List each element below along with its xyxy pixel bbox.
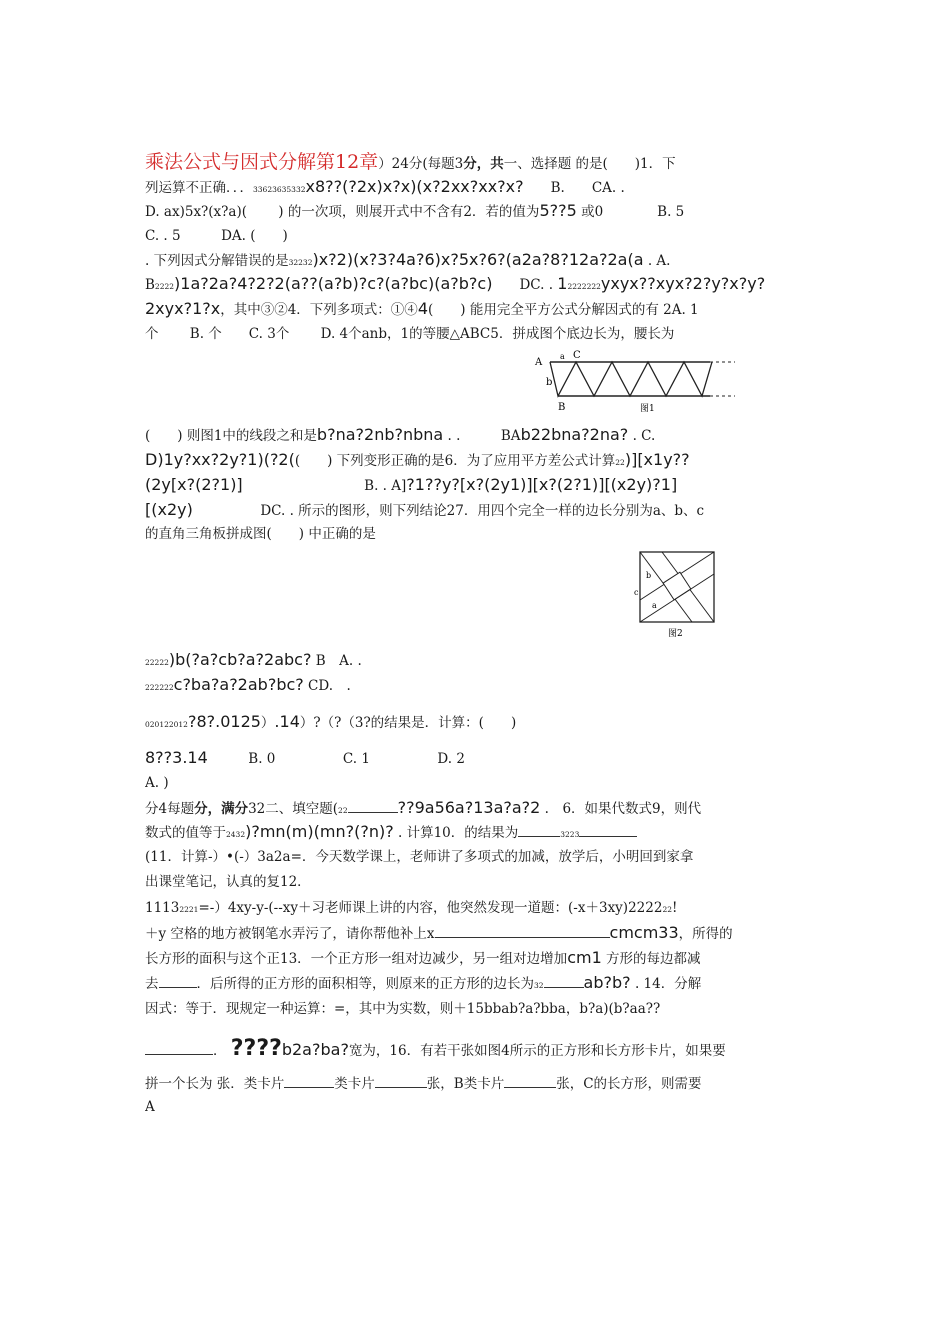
line-5: B2222)1a?2a?4?2?2(a??(a?b)?c?(a?bc)(a?b?c) DC. . 12222222yxyx??xyx?2?y?x?y? [145,274,766,293]
fill-blank[interactable] [145,1040,213,1055]
fill-blank[interactable] [284,1073,334,1088]
fill-blank[interactable] [579,822,637,837]
figure-2-square [632,548,722,640]
fill-blank[interactable] [159,973,197,988]
line-14: 222222c?ba?a?2ab?bc? CD. . [145,675,351,694]
fig1-label-a: a [560,352,565,361]
line-10: (2y[x?(2?1)] B. . A]?1??y?[x?(2y1)][x?(2?1)][(x2y)?1] [145,475,678,494]
fig1-label-c: C [573,350,581,361]
line-26: 因式：等于．现规定一种运算：=，其中为实数，则＋15bbab?a?bba，b?a)(b?aa?? [145,1001,661,1017]
line-17: A. ) [145,775,169,791]
line-19: 数式的值等于2432)?mn(m)(mn?(?n)? . 计算10．的结果为 3223 [145,822,805,845]
line-15: 020122012?8?.0125）.14）?（?（3?的结果是．计算：( ) [145,712,517,731]
line-11: [(x2y) DC. . 所示的图形，则下列结论27．用四个完全一样的边长分别为a、b、c [145,500,705,519]
line-13: 22222)b(?a?cb?a?2abc? B A. . [145,650,362,669]
line-8: ( ) 则图1中的线段之和是b?na?2nb?nbna . . BAb22bna?2na? . C. [145,425,656,444]
fig2-label-a: a [652,601,657,610]
line-7: 个 B. 个 C. 3个 D. 4个anb，1的等腰△ABC5．拼成图个底边长为，腰长为 [145,326,675,342]
line-16: 8??3.14 B. 0 C. 1 D. 2 [145,748,465,767]
fill-blank[interactable] [435,923,610,938]
line-27: ． ????b2a?ba?宽为，16．有若干张如图4所示的正方形和长方形卡片，如果要 [145,1035,805,1065]
fig2-caption: 图2 [668,629,683,639]
line-28: 拼一个长为 张．类卡片 类卡片 张，B类卡片 张，C的长方形，则需要 [145,1073,805,1094]
line-20: (11．计算-）•(-）3a2a=．今天数学课上，老师讲了多项式的加减，放学后，小明回到家拿 [145,849,694,865]
figure-1-zigzag [530,348,740,416]
line-18: 分4每题分，满分32二、填空题(22 ??9a56a?13a?a?2 . 6．如果代数式9，则代 [145,798,702,817]
fig1-label-a-point: A [535,357,543,368]
line-24: 长方形的面积与这个正13．一个正方形一组对边减少，另一组对边增加cm1 方形的每边都减 [145,948,701,967]
line-29: A [145,1099,155,1115]
doc-title: 乘法公式与因式分解第12章 [145,152,379,173]
line-0: 乘法公式与因式分解第12章）24分(每题3分，共一、选择题 的是( )1．下 [145,152,676,173]
line-21: 出课堂笔记，认真的复12． [145,874,311,890]
line-4: . 下列因式分解错误的是32232)x?2)(x?3?4a?6)x?5x?6?(a2a?8?12a?2a(a . A. [145,250,671,269]
fill-blank[interactable] [375,1073,427,1088]
line-23: ＋y 空格的地方被钢笔水弄污了，请你帮他补上x cmcm33，所得的 [145,923,733,942]
fig1-label-b: b [546,377,553,388]
line-22: 11132221=-）4xy-y-(--xy＋习老师课上讲的内容，他突然发现一道题：(-x＋3xy)222222! [145,900,678,916]
line-12: 的直角三角板拼成图( ) 中正确的是 [145,526,376,542]
line-1: 列运算不正确．．．33623635332x8??(?2x)x?x)(x?2xx?xx?x? B. CA. . [145,177,625,196]
line-6: 2xyx?1?x，其中③②4．下列多项式：①④4( ) 能用完全平方公式分解因式的有 2A. 1 [145,299,699,318]
fill-blank[interactable] [544,973,584,988]
fill-blank[interactable] [348,798,398,813]
line-9: D)1y?xx?2y?1)(?2(( ) 下列变形正确的是6．为了应用平方差公式计算22)][x1y?? [145,450,690,469]
fig1-label-b-point: B [558,402,566,413]
line-3: C. . 5 DA. ( ) [145,228,288,244]
fill-blank[interactable] [518,822,560,837]
line-25: 去 ．后所得的正方形的面积相等，则原来的正方形的边长为32 ab?b? . 14．分解 [145,973,702,992]
fig2-label-b: b [646,571,652,580]
fig2-label-c: c [634,588,639,597]
fig1-caption: 图1 [640,404,655,414]
line-2: D. ax)5x?(x?a)( ) 的一次项，则展开式中不含有2．若的值为5??5 或0 B. 5 [145,201,685,220]
fill-blank[interactable] [504,1073,556,1088]
